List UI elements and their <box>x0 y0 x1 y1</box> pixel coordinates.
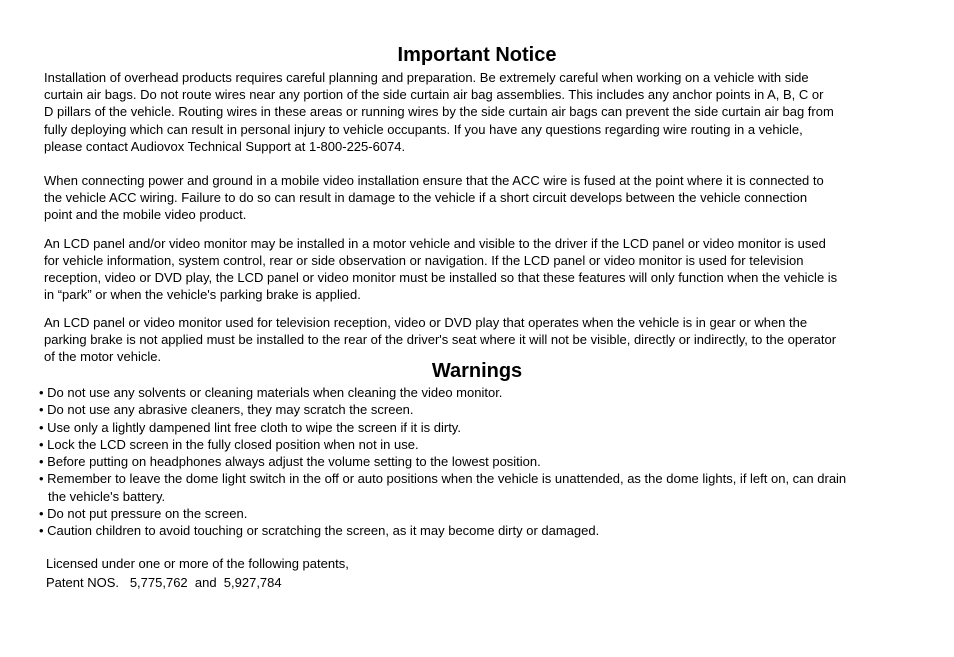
text-line: in “park” or when the vehicle's parking brake is applied. <box>44 287 361 302</box>
text-line: • Before putting on headphones always adjust the volume setting to the lowest position. <box>39 454 541 470</box>
text-line: of the motor vehicle. <box>44 349 162 364</box>
notice-paragraph-airbags <box>44 69 914 155</box>
notice-paragraph-lcd-rear <box>44 314 914 365</box>
text-line: the vehicle's battery. <box>48 488 166 504</box>
patent-numbers: Patent NOS. 5,775,762 and 5,927,784 <box>46 575 282 590</box>
warnings-heading: Warnings <box>431 360 523 382</box>
text-line: reception, video or DVD play, the LCD panel or video monitor must be installed so that these features will only function when the vehicle is <box>44 270 838 285</box>
text-line: Installation of overhead products requires careful planning and preparation. Be extremely careful when working on a vehicle with side <box>44 70 809 85</box>
text-line: fully deploying which can result in personal injury to vehicle occupants. If you have any questions regarding wire routing in a vehicle, <box>44 122 803 137</box>
list-item <box>39 436 919 453</box>
text-line: for vehicle information, system control, rear or side observation or navigation. If the LCD panel or video monitor is used for television <box>44 253 804 268</box>
text-line: • Lock the LCD screen in the fully closed position when not in use. <box>39 436 419 452</box>
text-line: • Do not use any abrasive cleaners, they may scratch the screen. <box>39 402 414 418</box>
list-item <box>39 453 919 470</box>
list-item <box>39 522 919 539</box>
text-line: An LCD panel and/or video monitor may be installed in a motor vehicle and visible to the driver if the LCD panel or video monitor is used <box>44 236 826 251</box>
important-notice-heading: Important Notice <box>397 44 557 66</box>
text-line: • Remember to leave the dome light switch in the off or auto positions when the vehicle is unattended, as the dome lights, if left on, can drain <box>39 471 847 487</box>
text-line: parking brake is not applied must be installed to the rear of the driver's seat where it will not be visible, directly or indirectly, to the operator <box>44 332 837 347</box>
list-item <box>39 419 919 436</box>
list-item <box>39 384 919 401</box>
text-line: please contact Audiovox Technical Support at 1-800-225-6074. <box>44 139 406 154</box>
text-line: When connecting power and ground in a mobile video installation ensure that the ACC wire is fused at the point where it is connected to <box>44 173 824 188</box>
warnings-list <box>39 384 919 540</box>
text-line: the vehicle ACC wiring. Failure to do so can result in damage to the vehicle if a short circuit develops between the vehicle connection <box>44 190 808 205</box>
text-line: • Do not put pressure on the screen. <box>39 506 248 522</box>
notice-paragraph-acc-wire <box>44 172 914 223</box>
text-line: D pillars of the vehicle. Routing wires in these areas or running wires by the side curtain air bags can prevent the side curtain air bag from <box>44 104 834 119</box>
text-line: curtain air bags. Do not route wires near any portion of the side curtain air bag assemblies. This includes any anchor points in A, B, C or <box>44 87 824 102</box>
list-item <box>39 505 919 522</box>
text-line: • Use only a lightly dampened lint free cloth to wipe the screen if it is dirty. <box>39 419 461 435</box>
text-line: point and the mobile video product. <box>44 207 247 222</box>
list-item <box>39 470 919 505</box>
notice-paragraph-lcd-visible <box>44 235 914 303</box>
list-item <box>39 401 919 418</box>
text-line: • Caution children to avoid touching or scratching the screen, as it may become dirty or damaged. <box>39 523 600 539</box>
text-line: An LCD panel or video monitor used for television reception, video or DVD play that operates when the vehicle is in gear or when the <box>44 315 808 330</box>
text-line: • Do not use any solvents or cleaning materials when cleaning the video monitor. <box>39 385 503 400</box>
patent-license-text: Licensed under one or more of the following patents, <box>46 556 349 571</box>
